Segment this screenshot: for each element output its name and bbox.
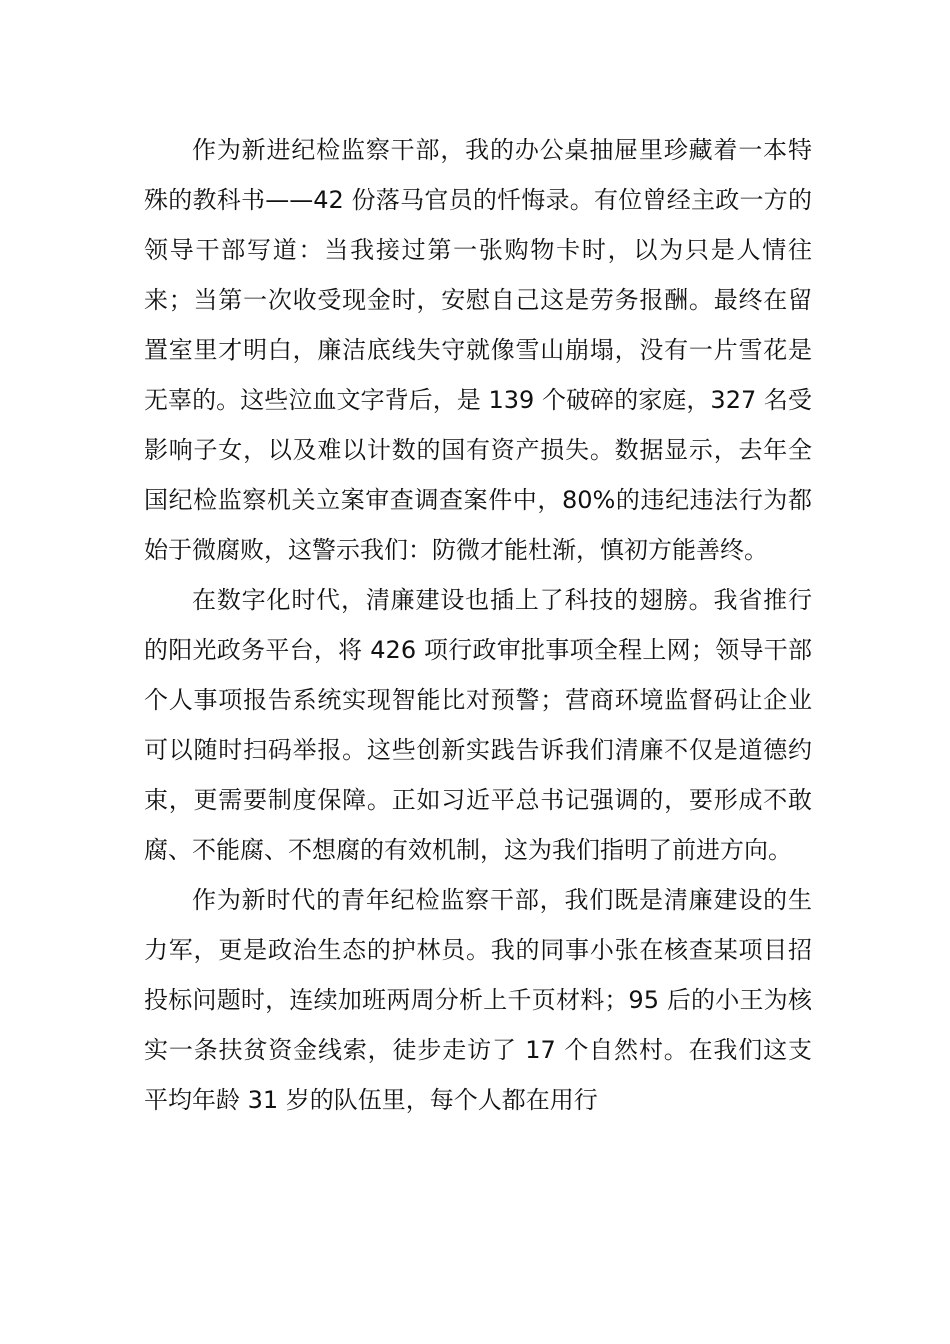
paragraph-1: 作为新进纪检监察干部，我的办公桌抽屉里珍藏着一本特殊的教科书——42 份落马官员的忏悔录。有位曾经主政一方的领导干部写道：当我接过第一张购物卡时，以为只是人情往来；当第一次收受现金时，安慰自己这是劳务报酬。最终在留置室里才明白，廉洁底线失守就像雪山崩塌，没有一片雪花是无辜的。这些泣血文字背后，是 139 个破碎的家庭，327 名受影响子女，以及难以计数的国有资产损失。数据显示，去年全国纪检监察机关立案审查调查案件中，80%的违纪违法行为都始于微腐败，这警示我们：防微才能杜渐，慎初方能善终。: [144, 136, 812, 564]
document-body: [144, 125, 812, 1125]
paragraph-2: 在数字化时代，清廉建设也插上了科技的翅膀。我省推行的阳光政务平台，将 426 项行政审批事项全程上网；领导干部个人事项报告系统实现智能比对预警；营商环境监督码让企业可以随时扫码举报。这些创新实践告诉我们清廉不仅是道德约束，更需要制度保障。正如习近平总书记强调的，要形成不敢腐、不能腐、不想腐的有效机制，这为我们指明了前进方向。: [144, 586, 812, 864]
paragraph-3: 作为新时代的青年纪检监察干部，我们既是清廉建设的生力军，更是政治生态的护林员。我的同事小张在核查某项目招投标问题时，连续加班两周分析上千页材料；95 后的小王为核实一条扶贫资金线索，徒步走访了 17 个自然村。在我们这支平均年龄 31 岁的队伍里，每个人都在用行: [144, 886, 812, 1114]
